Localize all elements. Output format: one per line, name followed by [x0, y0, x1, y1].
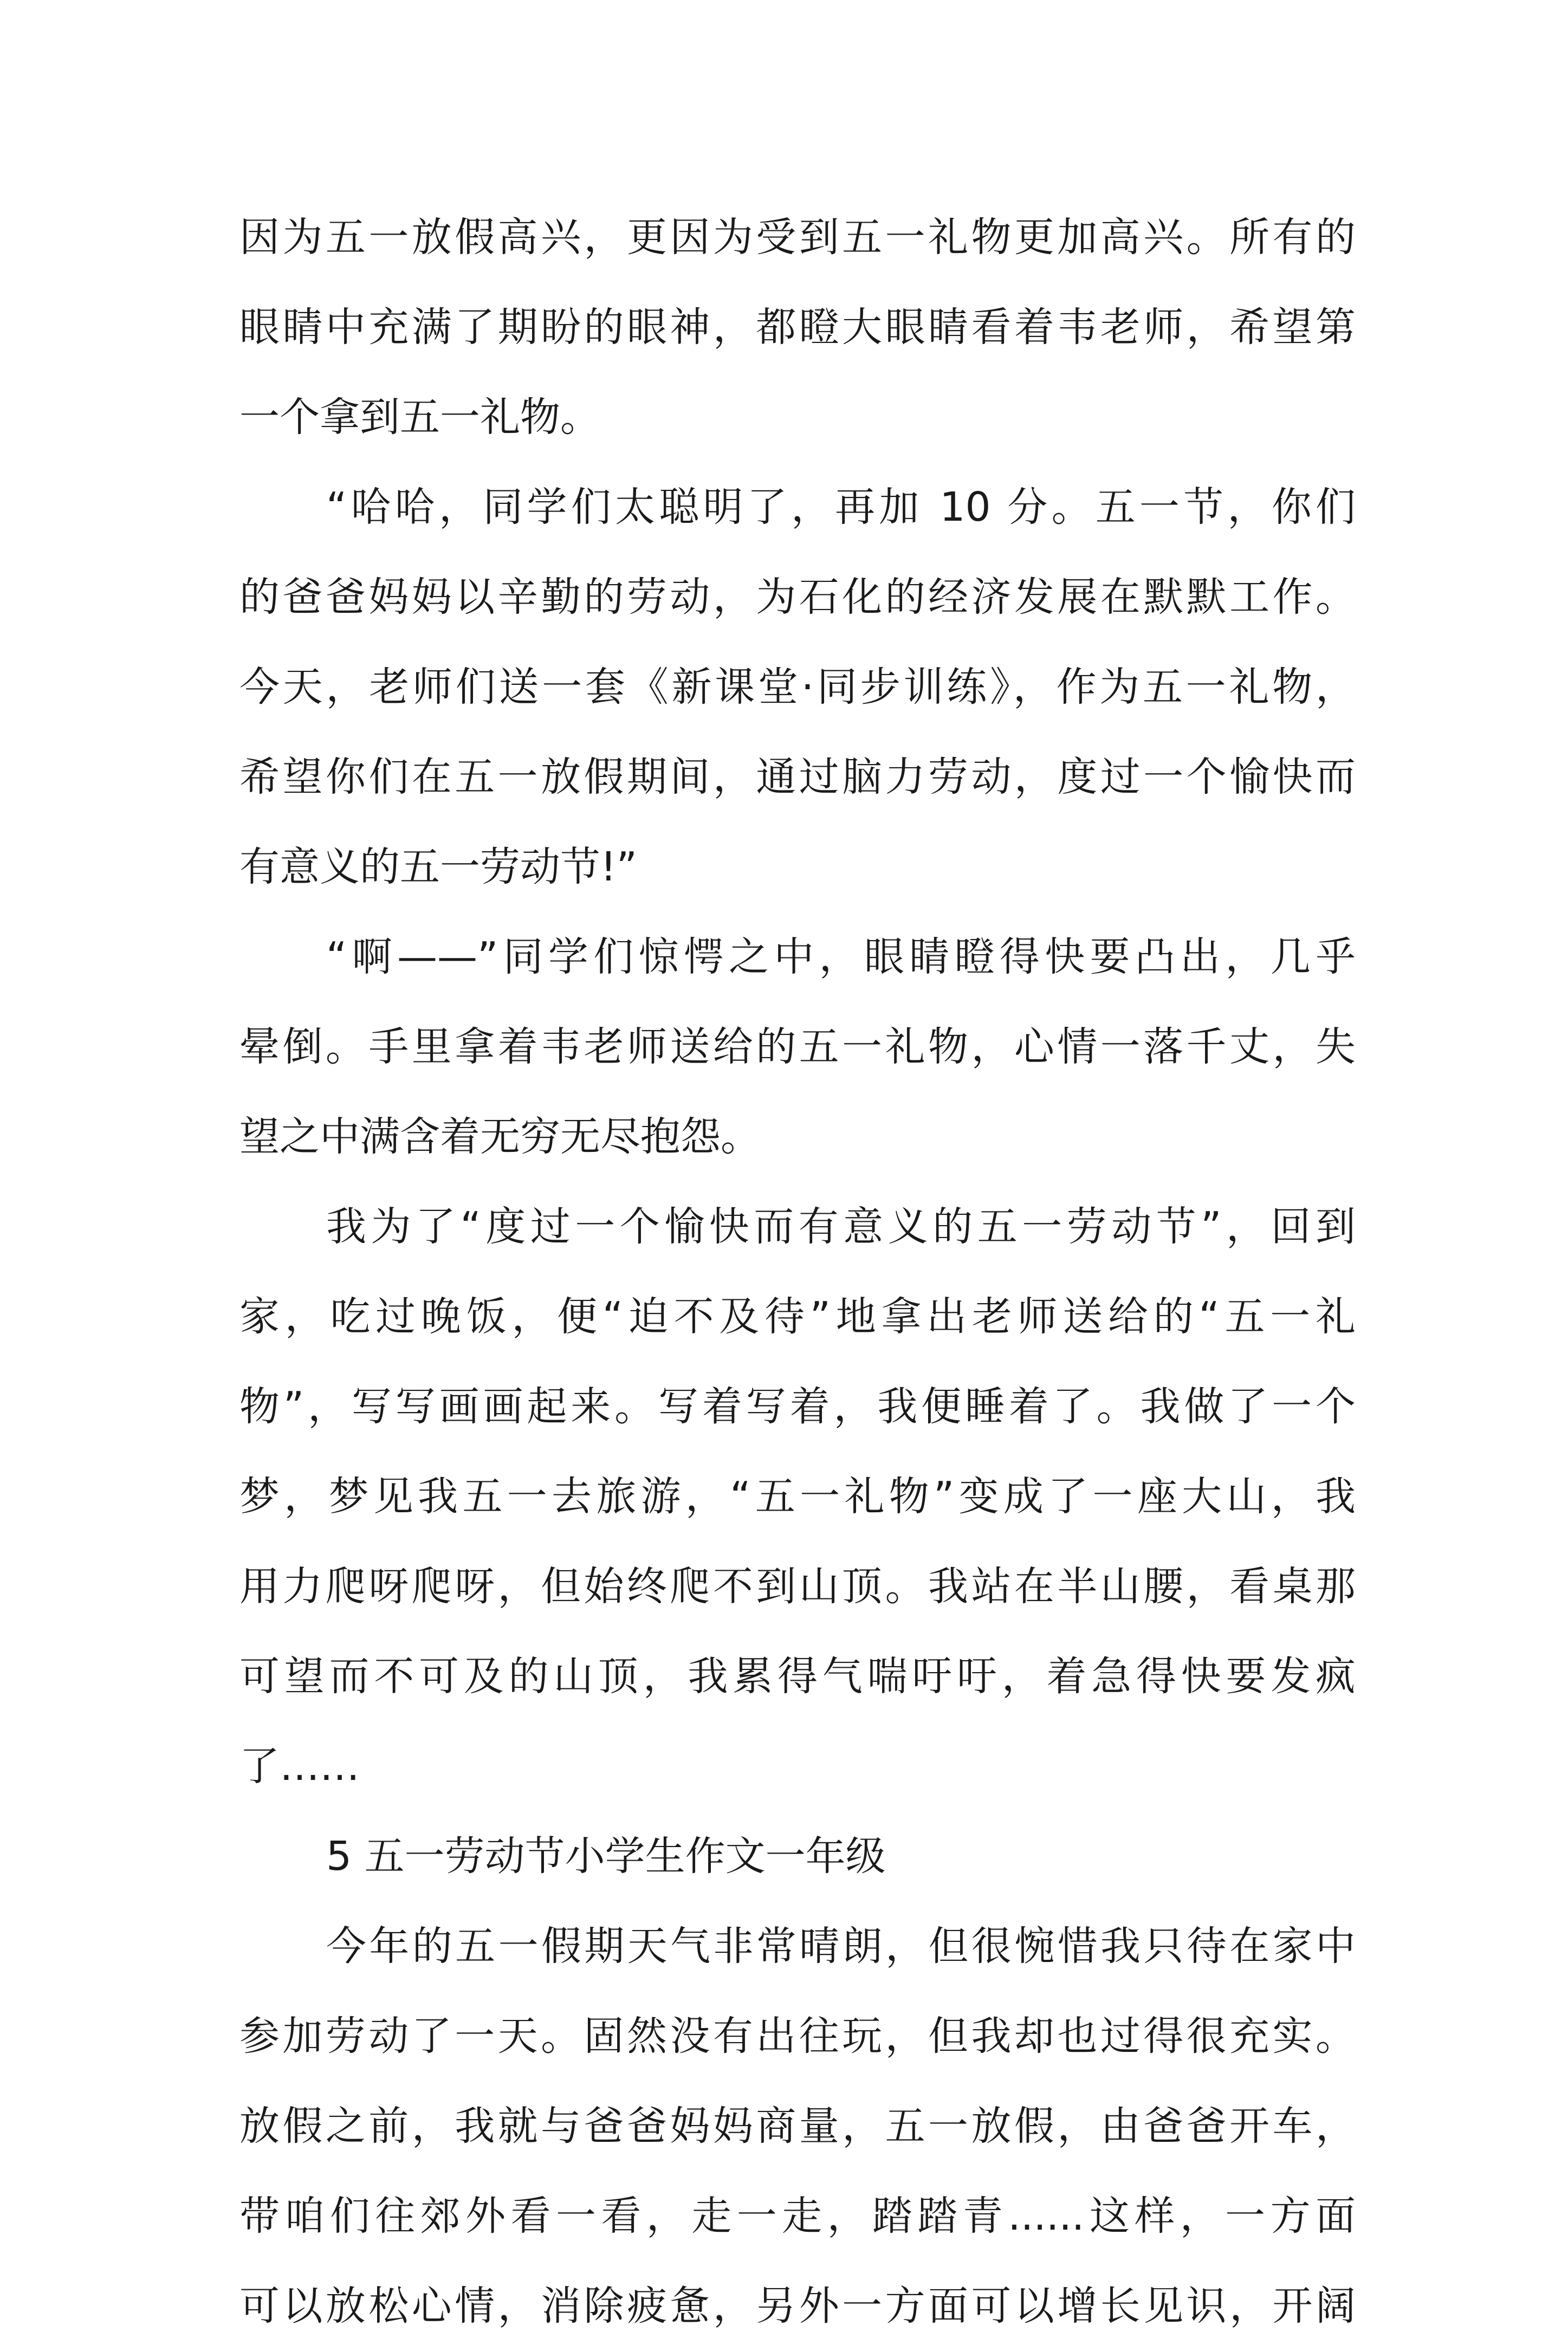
text-line: 今年的五一假期天气非常晴朗，但很惋惜我只待在家中: [326, 1923, 1356, 1970]
text-line: 今天，老师们送一套《新课堂·同步训练》，作为五一礼物，: [239, 664, 1356, 710]
text-line: 望之中满含着无穷无尽抱怨。: [239, 1113, 761, 1160]
text-line: 5 五一劳动节小学生作文一年级: [326, 1833, 886, 1880]
text-line: 了……: [239, 1743, 360, 1790]
text-line: 因为五一放假高兴，更因为受到五一礼物更加高兴。所有的: [239, 214, 1356, 261]
text-line: 放假之前，我就与爸爸妈妈商量，五一放假，由爸爸开车，: [239, 2103, 1356, 2149]
text-line: 的爸爸妈妈以辛勤的劳动，为石化的经济发展在默默工作。: [239, 574, 1356, 620]
text-line: 用力爬呀爬呀，但始终爬不到山顶。我站在半山腰，看桌那: [239, 1563, 1356, 1610]
text-line: 有意义的五一劳动节!”: [239, 844, 638, 890]
text-line: 带咱们往郊外看一看，走一走，踏踏青......这样，一方面: [239, 2193, 1356, 2239]
text-line: 可望而不可及的山顶，我累得气喘吁吁，着急得快要发疯: [239, 1653, 1356, 1700]
text-line: 一个拿到五一礼物。: [239, 394, 600, 441]
text-line: 我为了“度过一个愉快而有意义的五一劳动节”，回到: [326, 1203, 1356, 1250]
text-line: “啊——”同学们惊愕之中，眼睛瞪得快要凸出，几乎: [326, 934, 1356, 980]
text-line: 晕倒。手里拿着韦老师送给的五一礼物，心情一落千丈，失: [239, 1024, 1356, 1070]
text-line: 参加劳动了一天。固然没有出往玩，但我却也过得很充实。: [239, 2013, 1356, 2059]
text-line: 希望你们在五一放假期间，通过脑力劳动，度过一个愉快而: [239, 754, 1356, 800]
text-line: 可以放松心情，消除疲惫，另外一方面可以增长见识，开阔: [239, 2283, 1356, 2329]
document-body: [239, 192, 1356, 2351]
text-line: 家，吃过晚饭，便“迫不及待”地拿出老师送给的“五一礼: [239, 1293, 1356, 1340]
text-line: 物”，写写画画起来。写着写着，我便睡着了。我做了一个: [239, 1383, 1356, 1430]
text-line: 梦，梦见我五一去旅游，“五一礼物”变成了一座大山，我: [239, 1473, 1356, 1520]
text-line: 眼睛中充满了期盼的眼神，都瞪大眼睛看着韦老师，希望第: [239, 304, 1356, 351]
text-line: “哈哈，同学们太聪明了，再加 10 分。五一节，你们: [326, 484, 1356, 530]
